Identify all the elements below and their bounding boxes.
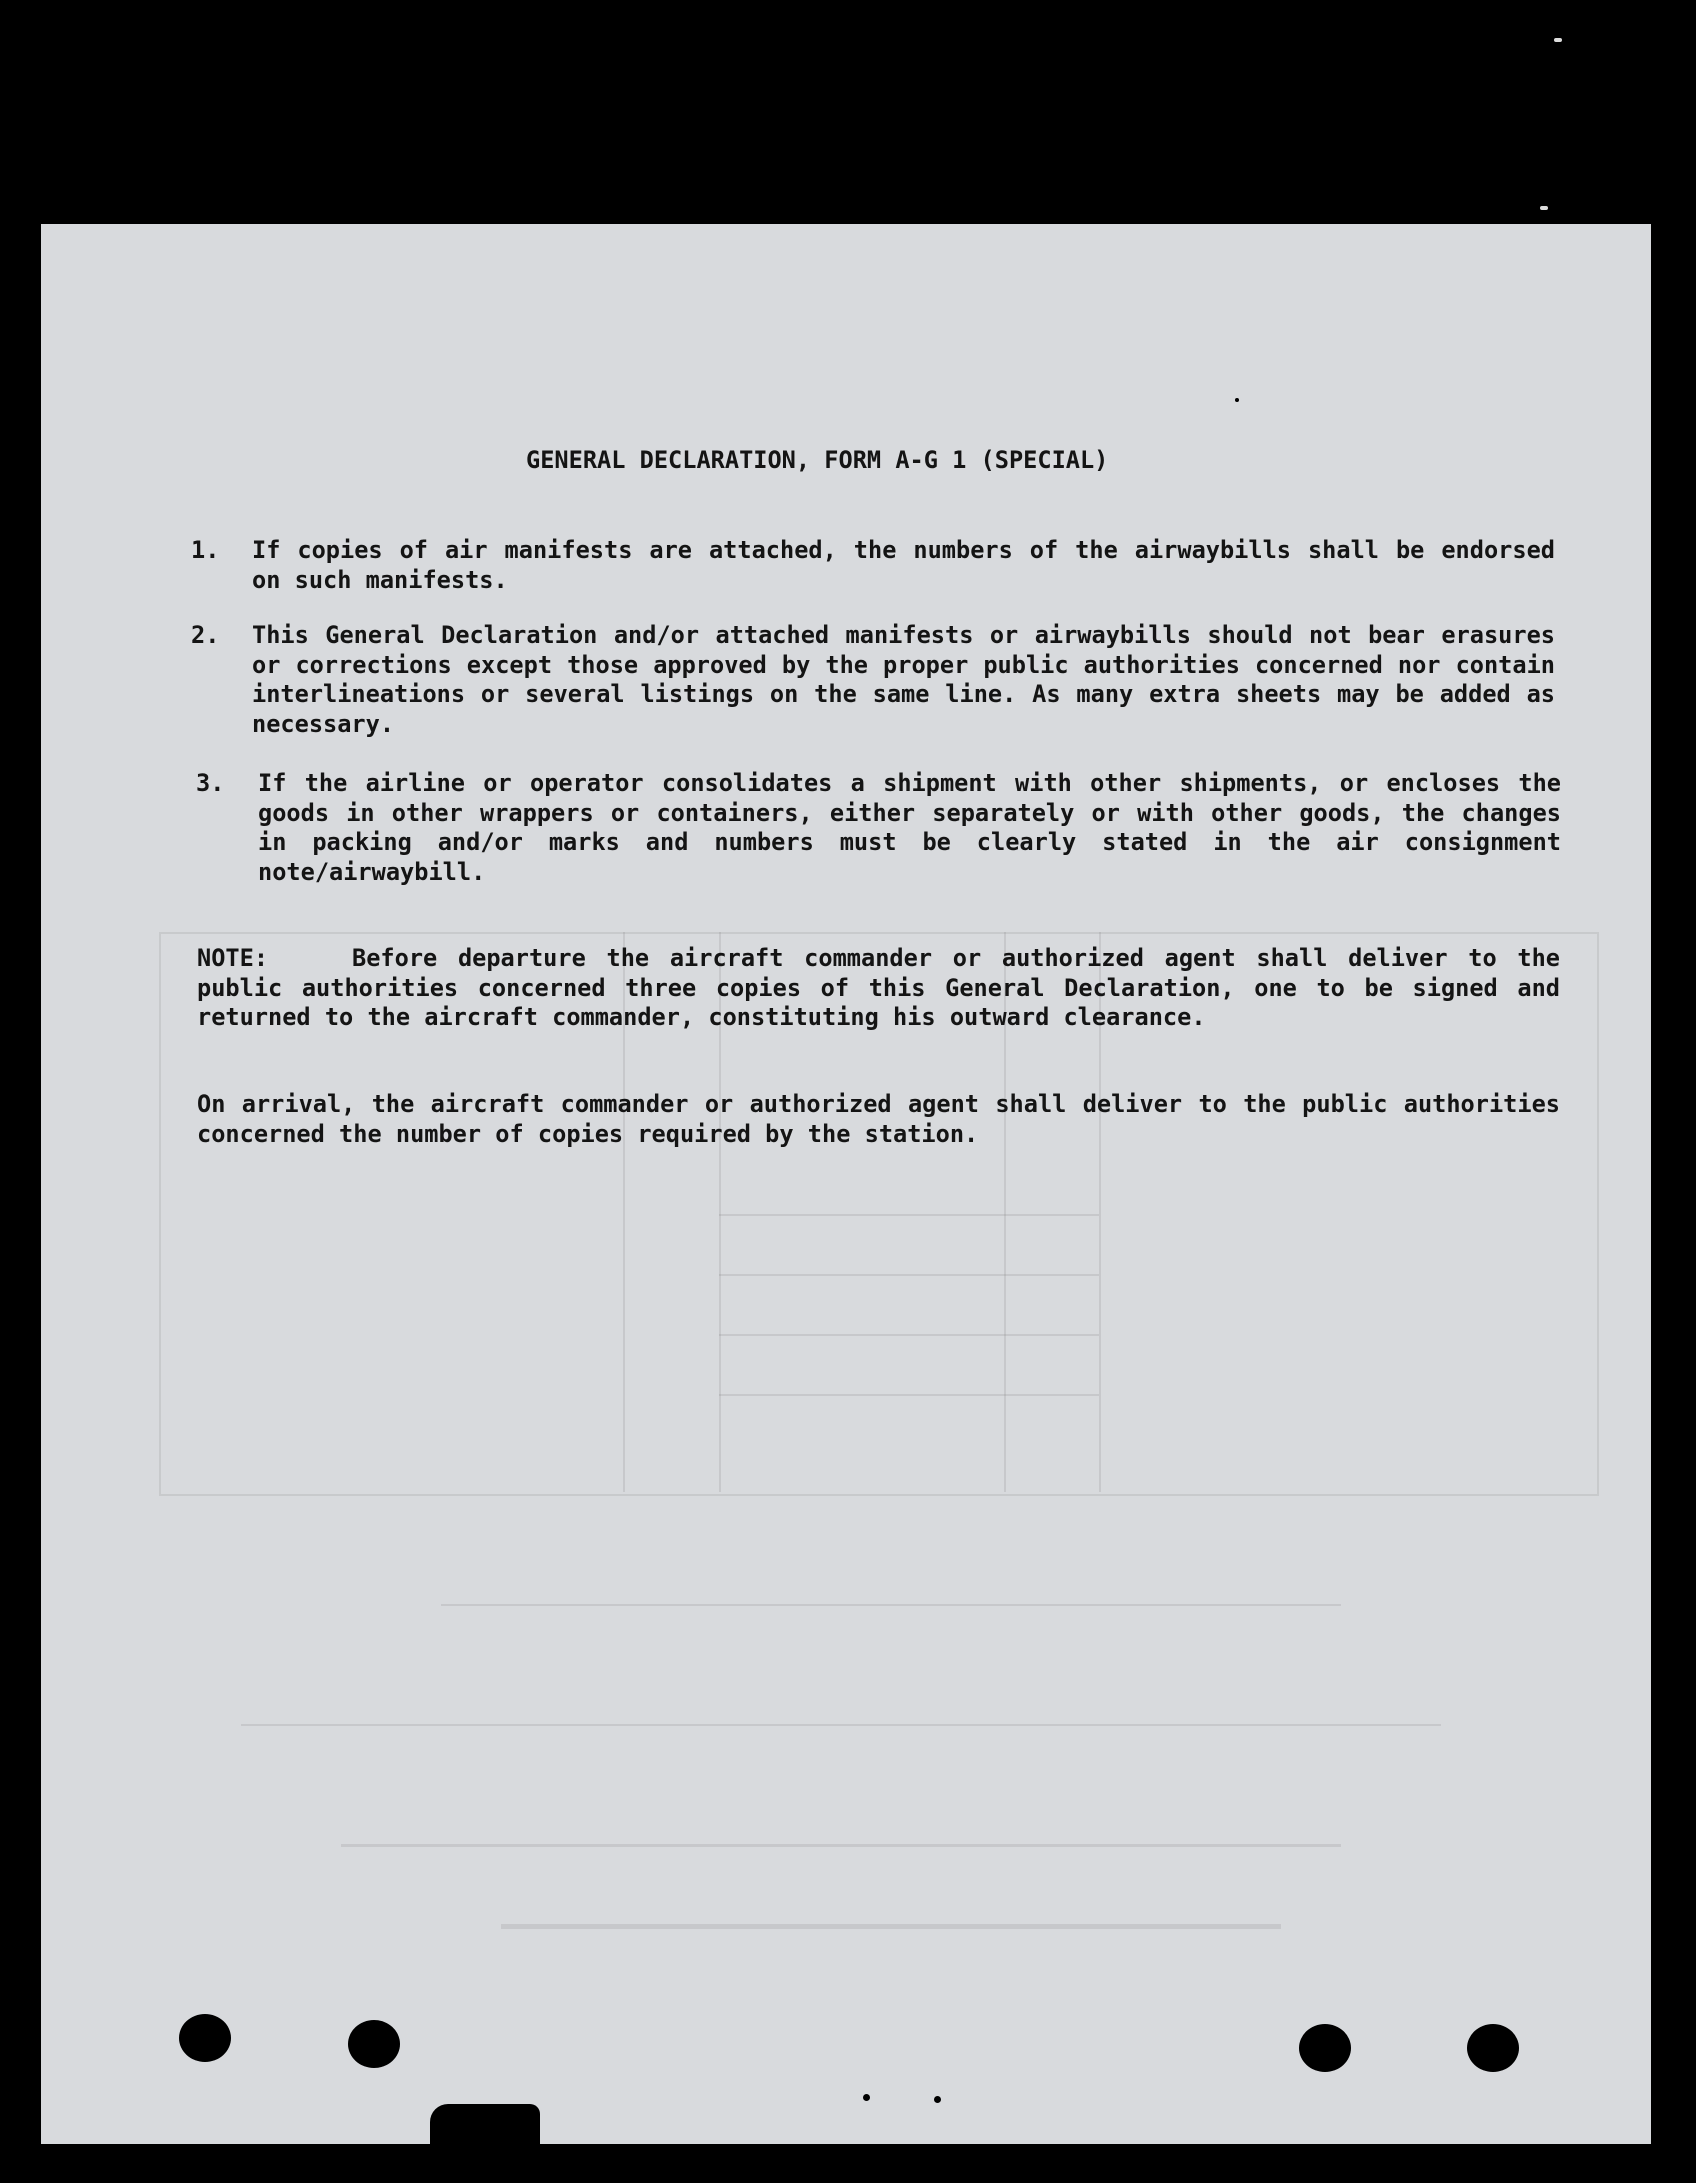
bleed-through-rule [501,1924,1281,1929]
bleed-through-rule [719,1334,1099,1336]
bleed-through-rule [441,1604,1341,1606]
speck [934,2096,941,2103]
punch-hole [1299,2024,1351,2072]
punch-hole [348,2020,400,2068]
speck [1235,398,1239,402]
margin-mark [1540,206,1548,210]
margin-mark [1554,38,1562,42]
punch-hole [1467,2024,1519,2072]
paper-tear [430,2104,540,2144]
bleed-through-rule [341,1844,1341,1847]
item-text: If copies of air manifests are attached, the numbers of the airwaybills shall be endorsed on such manifests. [252,536,1555,594]
item-number: 2. [191,621,220,649]
item-number: 1. [191,536,220,564]
speck [863,2094,870,2101]
document-page [41,224,1651,2144]
item-text: If the airline or operator consolidates a shipment with other shipments, or encloses the goods in other wrappers or containers, either separately or with other goods, the changes in packing and/or marks and numbers must be clearly stated in the air consignment note/airwaybill. [258,769,1561,886]
bleed-through-rule [719,1274,1099,1276]
punch-hole [179,2014,231,2062]
note-label: NOTE: [197,944,269,972]
item-number: 3. [196,769,225,797]
item-text: This General Declaration and/or attached manifests or airwaybills should not bear erasures or corrections except those approved by the proper public authorities concerned nor contain interlineations or several listings on the same line. As many extra sheets may be added as necessary. [252,621,1555,738]
bleed-through-rule [241,1724,1441,1726]
arrival-text: On arrival, the aircraft commander or authorized agent shall deliver to the public authorities concerned the number of copies required by the station. [197,1090,1560,1148]
page-title: GENERAL DECLARATION, FORM A-G 1 (SPECIAL) [526,446,1109,474]
bleed-through-rule [719,1214,1099,1216]
bleed-through-rule [719,1394,1099,1396]
note-text: Before departure the aircraft commander or authorized agent shall deliver to the public authorities concerned three copies of this General Declaration, one to be signed and returned to the aircraft commander, constituting his outward clearance. [197,944,1560,1031]
